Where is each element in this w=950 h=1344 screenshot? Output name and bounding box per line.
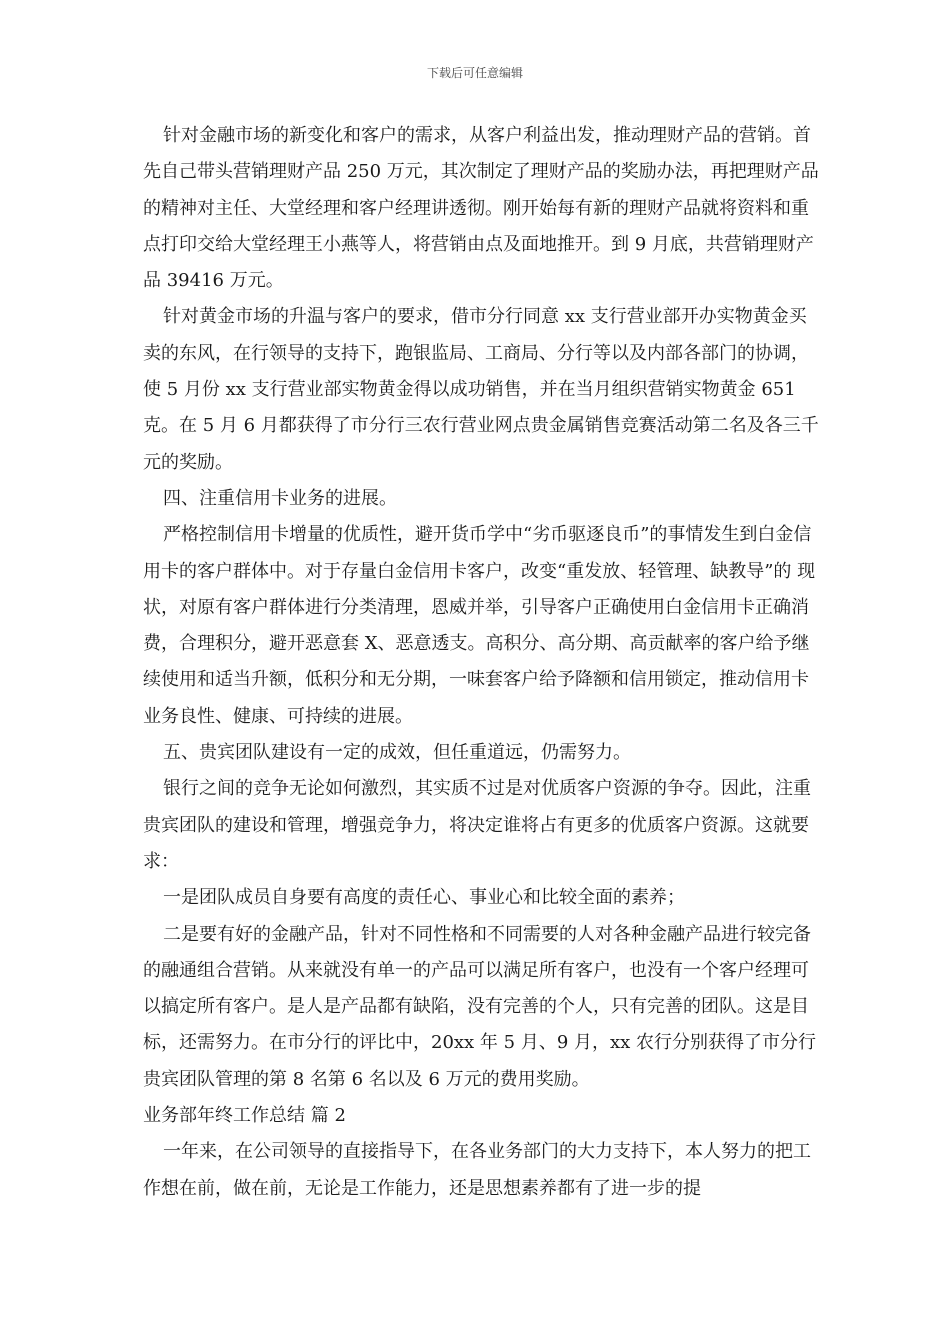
paragraph-requirement-two: 二是要有好的金融产品，针对不同性格和不同需要的人对各种金融产品进行较完备的融通组合营销。从来就没有单一的产品可以满足所有客户，也没有一个客户经理可以搞定所有客户。是人是产品都有缺陷，没有完善的个人，只有完善的团队。这是目标，还需努力。在市分行的评比中，20xx 年 5 月、9 月，xx 农行分别获得了市分行贵宾团队管理的第 8 名第 6 名以及 6 万元的费用奖励。 [143, 923, 817, 1090]
section-heading-vip-team: 五、贵宾团队建设有一定的成效，但任重道远，仍需努力。 [163, 742, 631, 764]
paragraph-year-summary: 一年来，在公司领导的直接指导下，在各业务部门的大力支持下，本人努力的把工作想在前，做在前，无论是工作能力，还是思想素养都有了进一步的提 [143, 1141, 811, 1199]
paragraph-wealth-products: 针对金融市场的新变化和客户的需求，从客户利益出发，推动理财产品的营销。首先自己带头营销理财产品 250 万元，其次制定了理财产品的奖励办法，再把理财产品的精神对主任、大堂经理和客户经理讲透彻。刚开始每有新的理财产品就将资料和重点打印交给大堂经理王小燕等人，将营销由点及面地推开。到 9 月底，共营销理财产品 39416 万元。 [143, 125, 819, 292]
section-heading-credit-card: 四、注重信用卡业务的进展。 [163, 487, 397, 509]
paragraph-requirement-one: 一是团队成员自身要有高度的责任心、事业心和比较全面的素养； [163, 887, 685, 909]
paragraph-gold-sales: 针对黄金市场的升温与客户的要求，借市分行同意 xx 支行营业部开办实物黄金买卖的东风，在行领导的支持下，跑银监局、工商局、分行等以及内部各部门的协调，使 5 月份 xx 支行营业部实物黄金得以成功销售，并在当月组织营销实物黄金 651 克。在 5 月 6 月都获得了市分行三农行营业网点贵金属销售竞赛活动第二名及各三千元的奖励。 [143, 306, 819, 473]
page-header: 下载后可任意编辑 [426, 66, 523, 80]
document-title-part-2: 业务部年终工作总结 篇 2 [143, 1105, 346, 1127]
document-body [143, 118, 823, 1207]
paragraph-competition: 银行之间的竞争无论如何激烈，其实质不过是对优质客户资源的争夺。因此，注重贵宾团队的建设和管理，增强竞争力，将决定谁将占有更多的优质客户资源。这就要求： [143, 778, 811, 872]
paragraph-credit-card: 严格控制信用卡增量的优质性，避开货币学中“劣币驱逐良币”的事情发生到白金信用卡的客户群体中。对于存量白金信用卡客户，改变“重发放、轻管理、缺教导”的 现状，对原有客户群体进行分类清理，恩威并举，引导客户正确使用白金信用卡正确消费，合理积分，避开恶意套 X、恶意透支。高积分、高分期、高贡献率的客户给予继续使用和适当升额，低积分和无分期，一味套客户给予降额和信用锁定，推动信用卡业务良性、健康、可持续的进展。 [143, 524, 816, 727]
